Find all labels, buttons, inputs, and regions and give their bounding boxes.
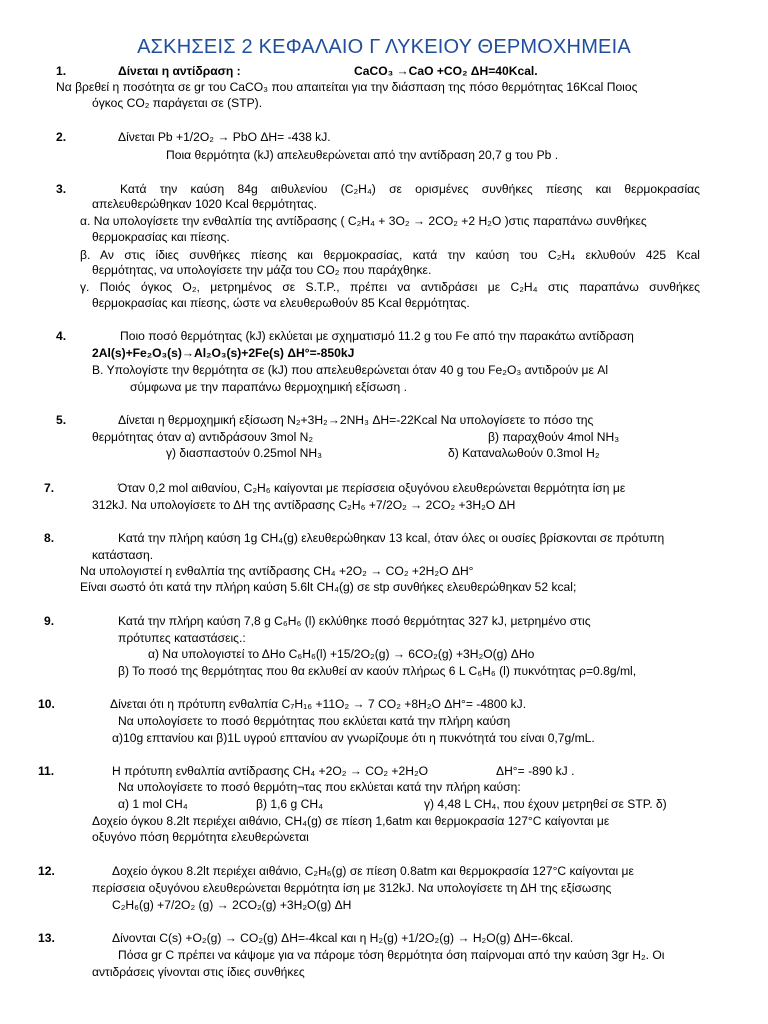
exercise-text: β) 1,6 g CH₄ [256,797,324,811]
exercise-text: α)10g επτανίου και β)1L υγρού επτανίου αν γνωρίζουμε ότι η πυκνότητά του είναι 0,7g/mL. [112,731,595,745]
exercise-text: γ) 4,48 L CH₄, που έχουν μετρηθεί σε STP. δ) [424,797,667,811]
exercise-number: 1. [56,64,67,78]
exercise-text: Η πρότυπη ενθαλπία αντίδρασης CH₄ +2O₂ → CO₂ +2H₂O [112,764,429,778]
exercise-number: 13. [38,931,55,945]
exercise-text: Δοχείο όγκου 8.2lt περιέχει αιθάνιο, CH₄(g) σε πίεση 1,6atm και θερμοκρασία 127°C καίγονται με [92,814,610,828]
exercise-text: Όταν 0,2 mol αιθανίου, C₂H₆ καίγονται με περίσσεια οξυγόνου ελευθερώνεται θερμότητα ίση με [118,481,626,495]
exercise-number: 10. [38,697,55,711]
exercise-text: α) Να υπολογιστεί το ΔΗο C₆H₆(l) +15/2O₂(g) → 6CO₂(g) +3H₂O(g) ΔΗο [148,647,535,661]
exercise-text: Δίνεται η αντίδραση : [118,64,241,78]
exercise-text: Δίνεται η θερμοχημική εξίσωση N₂+3H₂→2NH₃ ΔΗ=-22Kcal Να υπολογίσετε το πόσο της [118,413,594,427]
exercise-text: Δίνονται C(s) +O₂(g) → CO₂(g) ΔΗ=-4kcal και η H₂(g) +1/2O₂(g) → H₂O(g) ΔΗ=-6kcal. [112,931,574,945]
exercise-text: ΔΗ°= -890 kJ . [496,764,575,778]
exercise-text: θερμοκρασίας και πίεσης, ώστε να ελευθερωθούν 85 Kcal θερμότητας. [92,296,470,310]
exercise-number: 5. [56,413,67,427]
exercise-text: β) Το ποσό της θερμότητας που θα εκλυθεί αν καούν πλήρως 6 L C₆H₆ (l) πυκνότητας ρ=0.8g/ml, [118,664,637,678]
exercise-text: α) 1 mol CH₄ [118,797,188,811]
exercise-text: 312kJ. Να υπολογίσετε το ΔΗ της αντίδρασης C₂H₆ +7/2O₂ → 2CO₂ +3H₂O ΔΗ [92,498,516,512]
exercise-text: Β. Υπολογίστε την θερμότητα σε (kJ) που απελευθερώνεται όταν 40 g του Fe₂O₃ αντιδρούν με Al [92,363,609,377]
exercise-text: απελευθερώθηκαν 1020 Kcal θερμότητας. [92,197,317,211]
exercise-number: 11. [38,764,55,778]
exercise-text: κατάσταση. [92,548,154,562]
exercise-text: Δοχείο όγκου 8.2lt περιέχει αιθάνιο, C₂H₆(g) σε πίεση 0.8atm και θερμοκρασία 127°C καίγονται με [112,864,634,878]
exercise-text: Δίνεται ότι η πρότυπη ενθαλπία C₇H₁₆ +11O₂ → 7 CO₂ +8H₂O ΔΗ°= -4800 kJ. [110,697,527,711]
exercise-equation: CaCO₃ →CaO +CO₂ ΔH=40Kcal. [354,64,538,78]
exercise-text: Ποια θερμότητα (kJ) απελευθερώνεται από την αντίδραση 20,7 g του Pb . [166,148,559,162]
exercise-number: 8. [44,531,55,545]
page-title: ΑΣΚΗΣΕΙΣ 2 ΚΕΦΑΛΑΙΟ Γ ΛΥΚΕΙΟΥ ΘΕΡΜΟΧΗΜΕΙΑ [137,36,631,58]
exercise-equation: 2Al(s)+Fe₂O₃(s)→Al₂O₃(s)+2Fe(s) ΔH°=-850kJ [92,346,355,360]
exercise-text: οξυγόνο πόση θερμότητα ελευθερώνεται [92,830,309,844]
exercise-number: 9. [44,614,55,628]
exercise-text: Κατά την καύση 84g αιθυλενίου (C₂H₄) σε ορισμένες συνθήκες πίεσης και θερμοκρασίας [120,182,700,196]
exercise-text: C₂H₆(g) +7/2O₂ (g) → 2CO₂(g) +3H₂O(g) ΔΗ [112,898,352,912]
exercise-text: όγκος CO₂ παράγεται σε (STP). [92,96,263,110]
exercise-number: 4. [56,329,67,343]
exercise-text: θερμότητας όταν α) αντιδράσουν 3mol N₂ [92,430,314,444]
exercise-text: αντιδράσεις γίνονται στις ίδιες συνθήκες [92,965,305,979]
exercise-text: σύμφωνα με την παραπάνω θερμοχημική εξίσωση . [130,380,407,394]
exercise-text: Κατά την πλήρη καύση 7,8 g C₆H₆ (l) εκλύθηκε ποσό θερμότητας 327 kJ, μετρημένο στις [118,614,591,628]
exercise-text: θερμότητας, να υπολογίσετε την μάζα του CO₂ που παράχθηκε. [92,263,432,277]
exercise-text: α. Να υπολογίσετε την ενθαλπία της αντίδρασης ( C₂H₄ + 3O₂ → 2CO₂ +2 H₂O )στις παραπάνω συνθήκες [80,214,647,228]
exercise-text: γ. Ποιός όγκος O₂, μετρημένος σε S.T.P., πρέπει να αντιδράσει με C₂H₄ στις παραπάνω συνθήκες [80,280,700,294]
exercise-number: 3. [56,182,67,196]
exercise-text: Να υπολογιστεί η ενθαλπία της αντίδρασης CH₄ +2O₂ → CO₂ +2H₂O ΔΗ° [80,564,474,578]
exercise-number: 7. [44,481,55,495]
exercise-text: γ) διασπαστούν 0.25mol NH₃ [166,446,323,460]
exercise-text: Να υπολογίσετε το ποσό θερμότητας που εκλύεται κατά την πλήρη καύση [118,714,511,728]
exercise-number: 12. [38,864,55,878]
exercise-text: Δίνεται Pb +1/2O₂ → PbO ΔH= -438 kJ. [118,130,331,144]
exercise-text: Πόσα gr C πρέπει να κάψομε για να πάρομε τόση θερμότητα όση παίρνομαι από την καύση 3gr H₂. Οι [118,948,665,962]
exercise-text: πρότυπες καταστάσεις.: [118,631,246,645]
exercise-text: Είναι σωστό ότι κατά την πλήρη καύση 5.6lt CH₄(g) σε stp συνθήκες ελευθερώθηκαν 52 kcal; [80,580,577,594]
exercise-text: Ποιο ποσό θερμότητας (kJ) εκλύεται με σχηματισμό 11.2 g του Fe από την παρακάτω αντίδραση [120,329,634,343]
exercise-text: δ) Καταναλωθούν 0.3mol H₂ [448,446,600,460]
exercise-text: β) παραχθούν 4mol NH₃ [488,430,620,444]
exercise-number: 2. [56,130,67,144]
exercise-text: Να υπολογίσετε το ποσό θερμότη¬τας που εκλύεται κατά την πλήρη καύση: [118,780,521,794]
exercise-text: Κατά την πλήρη καύση 1g CH₄(g) ελευθερώθηκαν 13 kcal, όταν όλες οι ουσίες βρίσκονται σε πρότυπη [118,531,665,545]
exercise-text: θερμοκρασίας και πίεσης. [92,230,230,244]
exercise-text: β. Αν στις ίδιες συνθήκες πίεσης και θερμοκρασίας, κατά την καύση του C₂H₄ εκλυθούν 425 Kcal [80,248,700,262]
exercise-text: Να βρεθεί η ποσότητα σε gr του CaCO₃ που απαιτείται για την διάσπαση της πόσο θερμότητας 16Kcal Ποιος [56,80,638,94]
exercise-text: περίσσεια οξυγόνου ελευθερώνεται θερμότητα ίση με 312kJ. Να υπολογίσετε τη ΔΗ της εξίσωσης [92,881,612,895]
